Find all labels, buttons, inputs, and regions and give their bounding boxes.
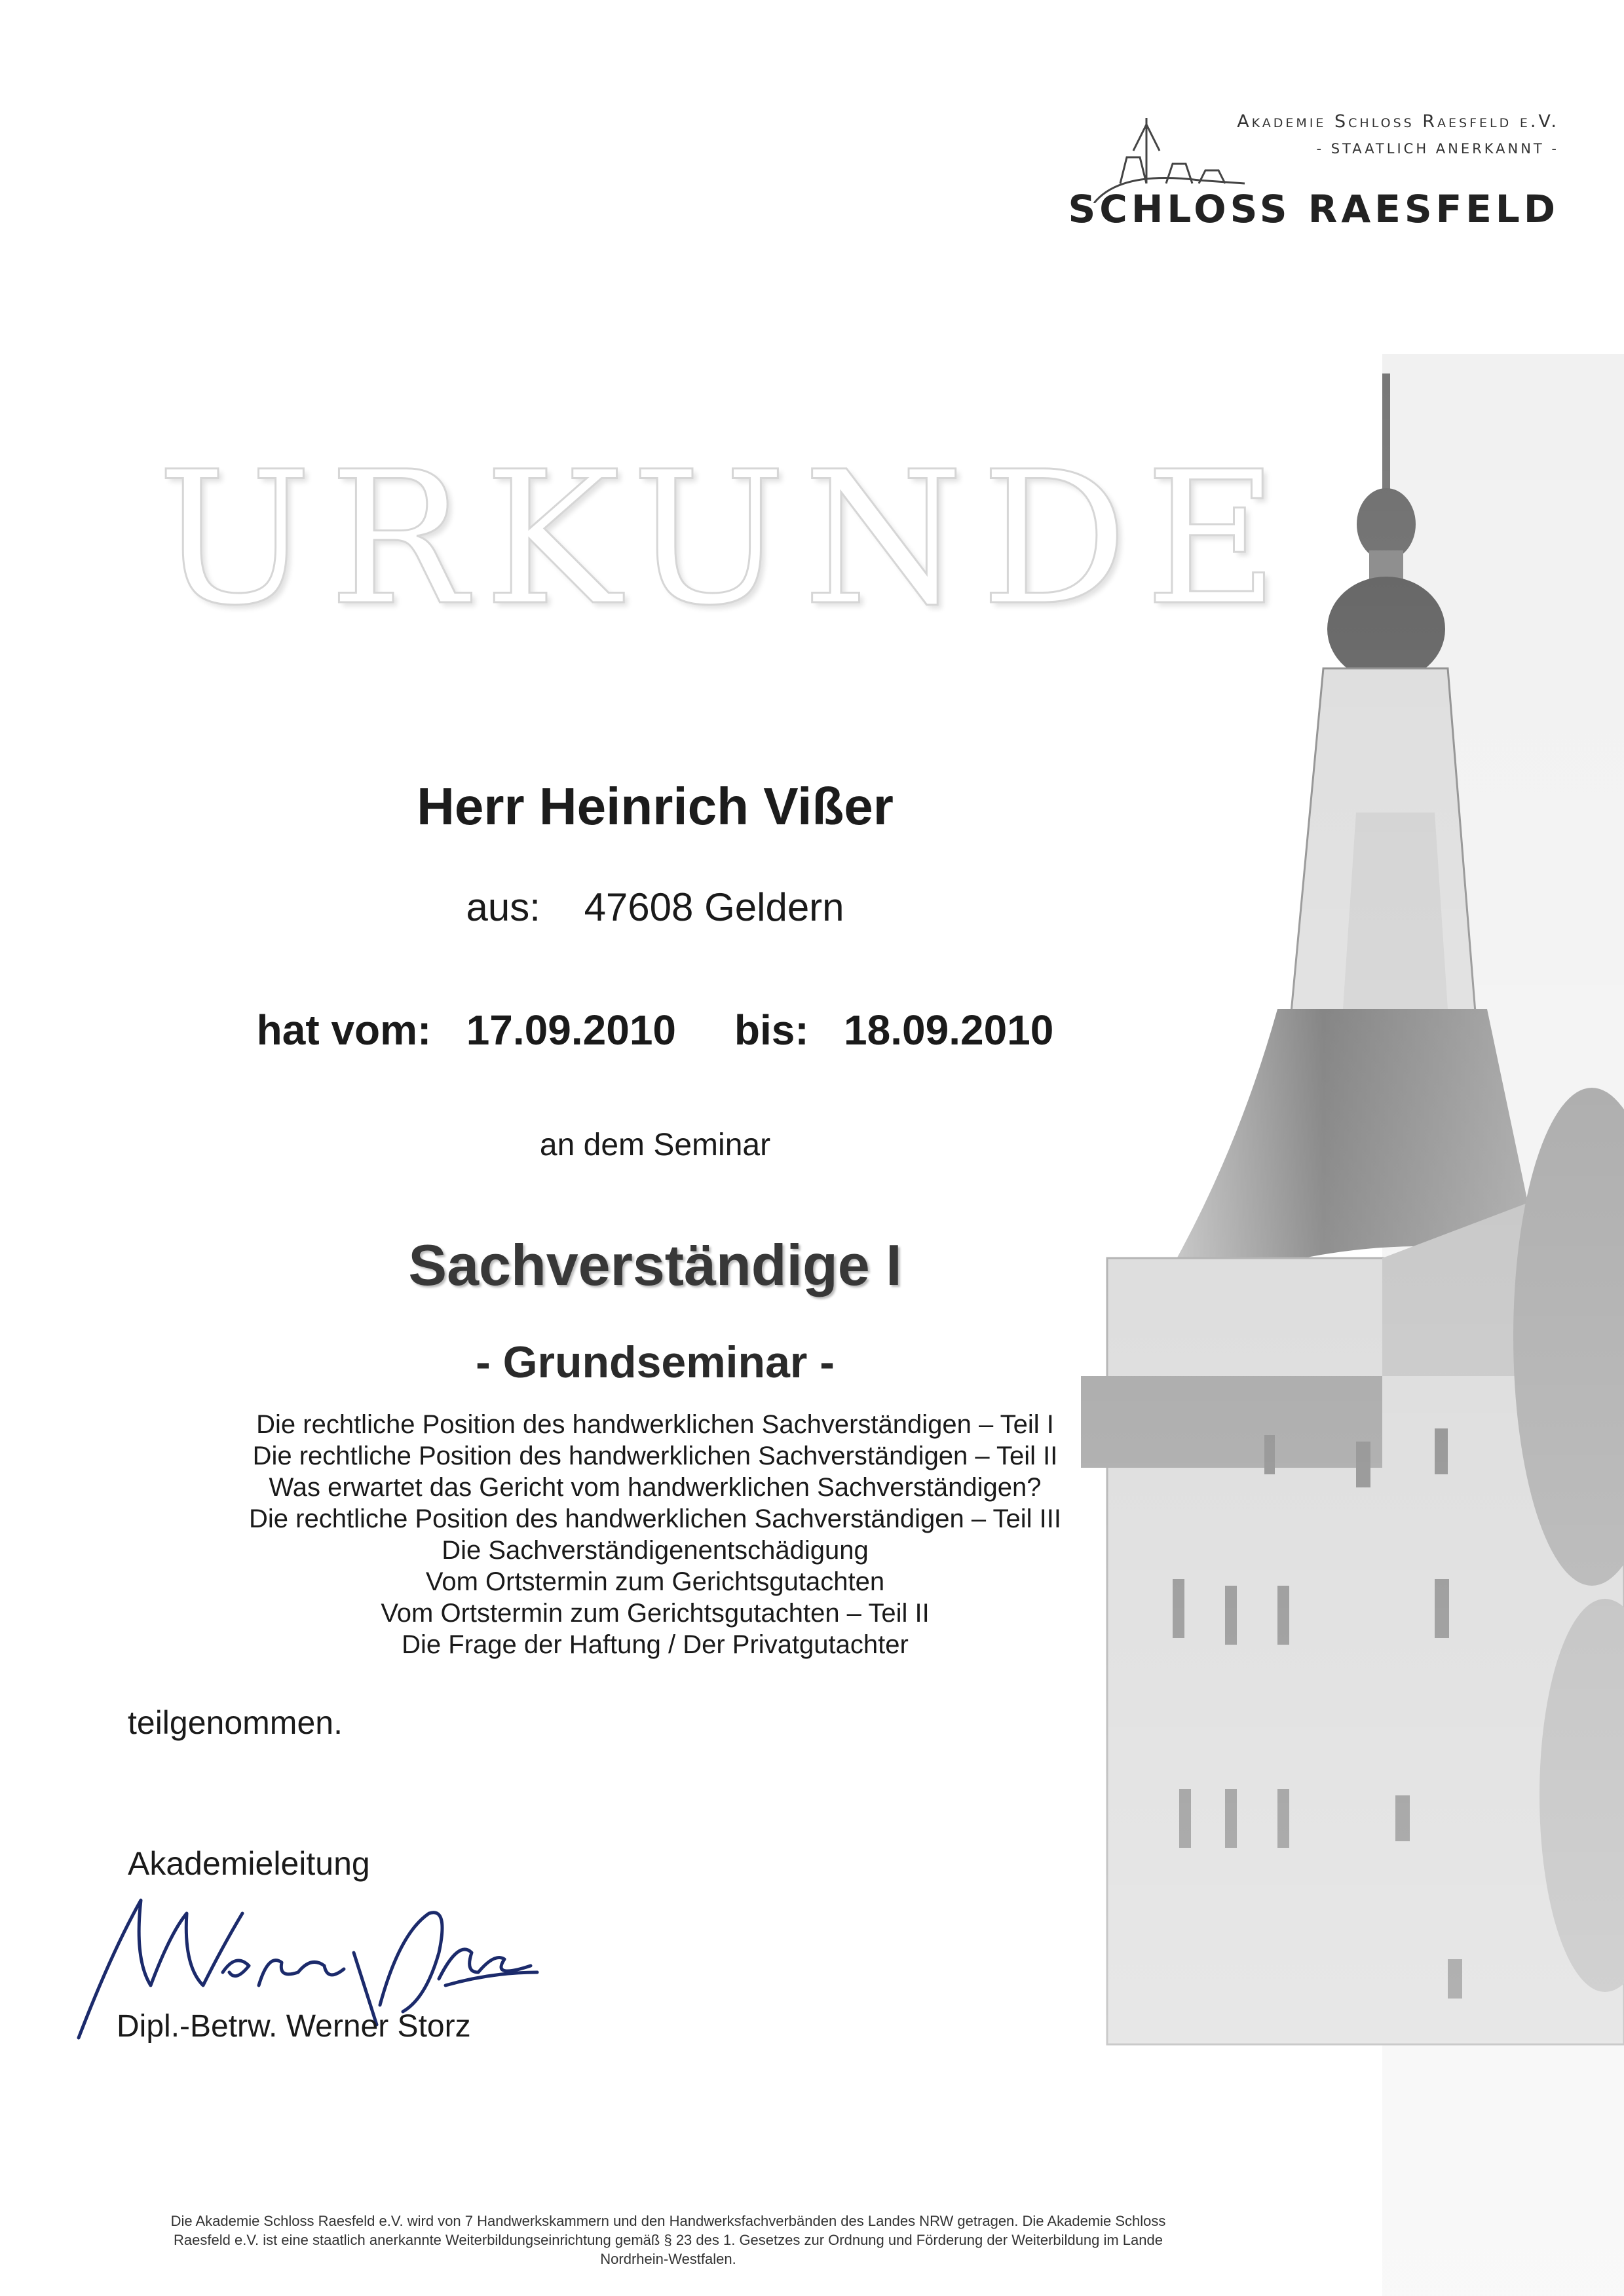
academy-logo [1061, 105, 1559, 249]
logo-wordmark: SCHLOSS RAESFELD [1068, 187, 1559, 231]
topic-item: Was erwartet das Gericht vom handwerklichen Sachverständigen? [269, 1473, 1042, 1502]
topic-item: Die rechtliche Position des handwerklichen Sachverständigen – Teil III [249, 1504, 1061, 1533]
certificate-title: URKUNDE [157, 432, 1296, 646]
origin-line [0, 885, 1310, 930]
date-range [0, 1006, 1310, 1054]
topic-item: Die rechtliche Position des handwerklichen Sachverständigen – Teil II [252, 1442, 1058, 1470]
topic-list [0, 1409, 1310, 1660]
origin-value: 47608 Geldern [584, 885, 844, 929]
date-to: 18.09.2010 [844, 1006, 1054, 1054]
topic-item: Vom Ortstermin zum Gerichtsgutachten [425, 1567, 885, 1596]
seminar-intro: an dem Seminar [539, 1128, 771, 1162]
date-from-label: hat vom: [256, 1006, 432, 1054]
footer-note [98, 2211, 1238, 2268]
seminar-title: Sachverständige I [408, 1233, 902, 1297]
date-to-label: bis: [734, 1006, 809, 1054]
signature-role: Akademieleitung [128, 1845, 370, 1882]
footer-line: Nordrhein-Westfalen. [600, 2251, 736, 2267]
signer-name: Dipl.-Betrw. Werner Storz [117, 2009, 471, 2044]
footer-line: Die Akademie Schloss Raesfeld e.V. wird von 7 Handwerkskammern und den Handwerksfachverbänden des Landes NRW getragen. Die Akademie Schloss [170, 2213, 1166, 2229]
participation-statement: teilgenommen. [128, 1704, 343, 1741]
footer-line: Raesfeld e.V. ist eine staatlich anerkannte Weiterbildungseinrichtung gemäß § 23 des 1. Gesetzes zur Ordnung und Förderung der Weiterbildung im Lande [174, 2232, 1163, 2248]
origin-label: aus: [466, 885, 540, 929]
recipient-name: Herr Heinrich Vißer [417, 777, 894, 835]
topic-item: Vom Ortstermin zum Gerichtsgutachten – Teil II [381, 1599, 930, 1628]
organization-name: Akademie Schloss Raesfeld e.V. [1237, 111, 1559, 132]
topic-item: Die Frage der Haftung / Der Privatgutachter [402, 1630, 909, 1659]
topic-item: Die Sachverständigenentschädigung [442, 1536, 869, 1565]
seminar-subtitle: - Grundseminar - [476, 1337, 835, 1387]
recognition-label: - STAATLICH ANERKANNT - [1316, 141, 1559, 157]
date-from: 17.09.2010 [466, 1006, 676, 1054]
topic-item: Die rechtliche Position des handwerklichen Sachverständigen – Teil I [256, 1410, 1054, 1439]
